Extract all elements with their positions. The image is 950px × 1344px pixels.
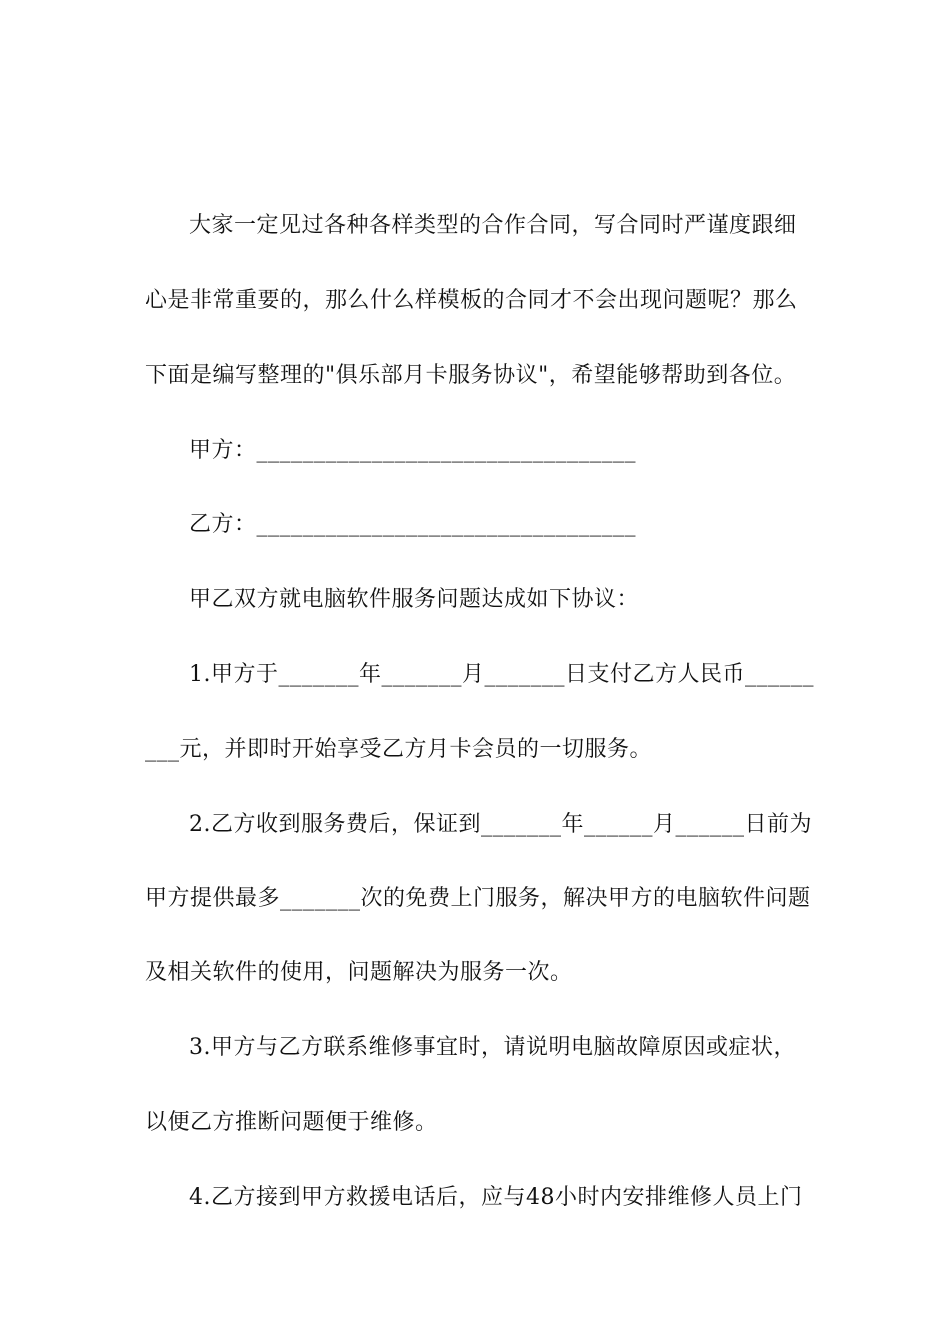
clause-2-line-3: 及相关软件的使用，问题解决为服务一次。	[145, 960, 573, 985]
clause-1-line-2: ___元，并即时开始享受乙方月卡会员的一切服务。	[145, 737, 653, 762]
party-a-line: 甲方：_________________________________	[189, 438, 637, 463]
agreement-intro: 甲乙双方就电脑软件服务问题达成如下协议：	[189, 587, 640, 612]
clause-2-line-2: 甲方提供最多_______次的免费上门服务，解决甲方的电脑软件问题	[145, 886, 811, 911]
clause-1-line-1: 1.甲方于_______年_______月_______日支付乙方人民币______	[189, 662, 814, 687]
clause-4-line-1: 4.乙方接到甲方救援电话后，应与48小时内安排维修人员上门	[189, 1185, 803, 1210]
clause-2-line-1: 2.乙方收到服务费后，保证到_______年______月______日前为	[189, 812, 812, 837]
party-b-line: 乙方：_________________________________	[189, 512, 637, 537]
intro-line-3: 下面是编写整理的"俱乐部月卡服务协议"，希望能够帮助到各位。	[145, 363, 797, 388]
intro-line-2: 心是非常重要的，那么什么样模板的合同才不会出现问题呢？那么	[145, 288, 798, 313]
clause-3-line-1: 3.甲方与乙方联系维修事宜时，请说明电脑故障原因或症状，	[189, 1035, 796, 1060]
clause-3-line-2: 以便乙方推断问题便于维修。	[145, 1110, 438, 1135]
intro-line-1: 大家一定见过各种各样类型的合作合同，写合同时严谨度跟细	[189, 213, 797, 238]
